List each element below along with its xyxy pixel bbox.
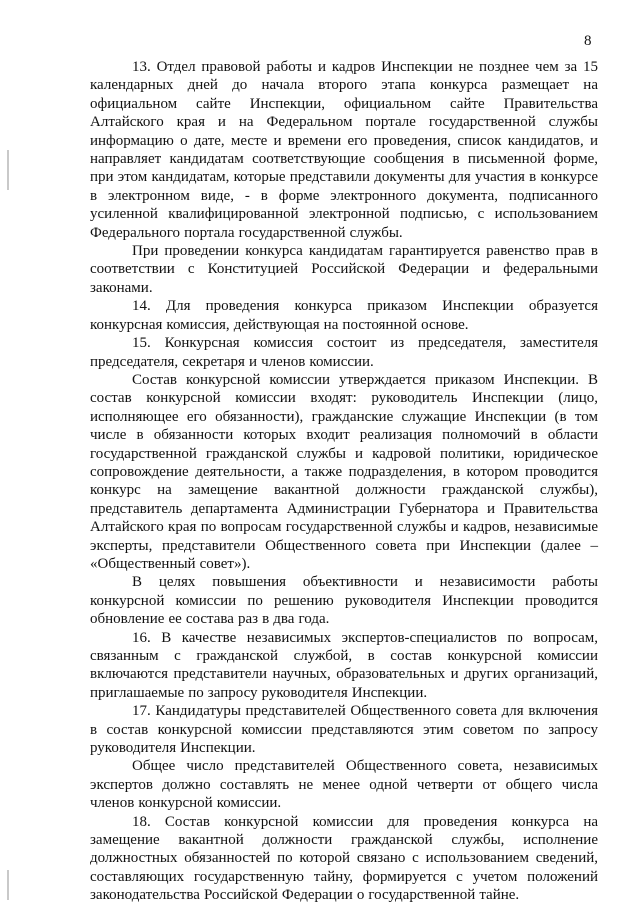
- scan-edge-mark: [7, 870, 9, 900]
- paragraph-18: 18. Состав конкурсной комиссии для проведения конкурса на замещение вакантной должности гражданской службы, исполнение должностных обязанностей по которой связано с использованием сведений, составляющих государственную тайну, формируется с учетом положений законодательства Российской Федерации о государственной тайне.: [90, 813, 598, 904]
- paragraph-commission-renewal: В целях повышения объективности и независимости работы конкурсной комиссии по решению руководителя Инспекции проводится обновление ее состава раз в два года.: [90, 574, 598, 628]
- paragraph-experts-share: Общее число представителей Общественного совета, независимых экспертов должно составлять не менее одной четверти от общего числа членов конкурсной комиссии.: [90, 758, 598, 812]
- page-number: 8: [584, 33, 592, 49]
- paragraph-equal-rights: При проведении конкурса кандидатам гарантируется равенство прав в соответствии с Конституцией Российской Федерации и федеральными законами.: [90, 243, 598, 296]
- scan-edge-mark: [7, 150, 9, 190]
- paragraph-17: 17. Кандидатуры представителей Общественного совета для включения в состав конкурсной комиссии представляются этим советом по запросу руководителя Инспекции.: [90, 703, 598, 757]
- paragraph-14: 14. Для проведения конкурса приказом Инспекции образуется конкурсная комиссия, действующая на постоянной основе.: [90, 298, 598, 333]
- document-body: [90, 58, 598, 905]
- paragraph-16: 16. В качестве независимых экспертов-специалистов по вопросам, связанным с гражданской службой, в состав конкурсной комиссии включаются представители научных, образовательных и других организаций, приглашаемые по запросу руководителя Инспекции.: [90, 629, 598, 701]
- paragraph-13: 13. Отдел правовой работы и кадров Инспекции не позднее чем за 15 календарных дней до начала второго этапа конкурса размещает на официальном сайте Инспекции, официальном сайте Правительства Алтайского края и на Федеральном портале государственной службы информацию о дате, месте и времени его проведения, список кандидатов, и направляет кандидатам соответствующие сообщения в письменной форме, при этом кандидатам, которые представили документы для участия в конкурсе в электронном виде, - в форме электронного документа, подписанного усиленной квалифицированной электронной подписью, с использованием Федерального портала государственной службы.: [90, 59, 598, 241]
- paragraph-commission-composition: Состав конкурсной комиссии утверждается приказом Инспекции. В состав конкурсной комиссии входят: руководитель Инспекции (лицо, исполняющее его обязанности), гражданские служащие Инспекции (в том числе в обязанности которых входит реализация полномочий в области государственной гражданской службы и кадровой политики, юридическое сопровождение деятельности, а также подразделения, в котором проводится конкурс на замещение вакантной должности гражданской службы), представитель департамента Администрации Губернатора и Правительства Алтайского края по вопросам государственной службы и кадров, независимые эксперты, представители Общественного совета при Инспекции (далее – «Общественный совет»).: [90, 371, 598, 572]
- paragraph-15: 15. Конкурсная комиссия состоит из председателя, заместителя председателя, секретаря и членов комиссии.: [90, 335, 598, 370]
